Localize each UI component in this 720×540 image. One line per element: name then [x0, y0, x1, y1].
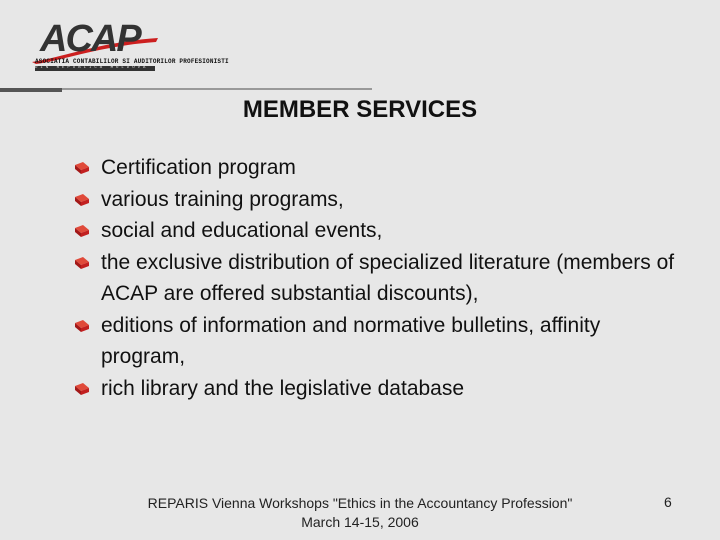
logo-wordmark: ACAP — [40, 18, 140, 60]
list-item — [72, 184, 682, 216]
slide-footer — [140, 494, 580, 532]
list-item — [72, 310, 682, 373]
list-item — [72, 247, 682, 310]
footer-event-title: REPARIS Vienna Workshops "Ethics in the Accountancy Profession" — [147, 495, 573, 511]
red-block-bullet-icon — [74, 319, 90, 333]
list-item — [72, 152, 682, 184]
slide-title-text: MEMBER SERVICES — [242, 96, 478, 123]
red-block-bullet-icon — [74, 161, 90, 175]
page-number: 6 — [664, 494, 672, 510]
acap-logo — [30, 18, 229, 78]
header-rule-thin — [62, 88, 372, 90]
bullet-text: the exclusive distribution of specialized literature (members of ACAP are offered substantial discounts), — [101, 250, 675, 305]
red-block-bullet-icon — [74, 193, 90, 207]
red-block-bullet-icon — [74, 382, 90, 396]
bullet-list — [72, 152, 682, 404]
bullet-text: Certification program — [101, 156, 296, 179]
logo-organization-subtitle: DIN REPUBLICA MOLDOVA — [35, 66, 155, 71]
bullet-text: rich library and the legislative database — [101, 376, 465, 400]
bullet-text: editions of information and normative bulletins, affinity program, — [101, 313, 601, 368]
bullet-text: various training programs, — [101, 187, 344, 211]
red-block-bullet-icon — [74, 224, 90, 238]
footer-date: March 14-15, 2006 — [301, 514, 419, 530]
logo-organization-name: ASOCIATIA CONTABILILOR SI AUDITORILOR PROFESIONISTI — [35, 58, 229, 65]
red-block-bullet-icon — [74, 256, 90, 270]
list-item — [72, 373, 682, 405]
slide-title — [0, 96, 720, 124]
bullet-text: social and educational events, — [101, 219, 383, 242]
header-rule-thick — [0, 88, 62, 92]
list-item — [72, 215, 682, 247]
